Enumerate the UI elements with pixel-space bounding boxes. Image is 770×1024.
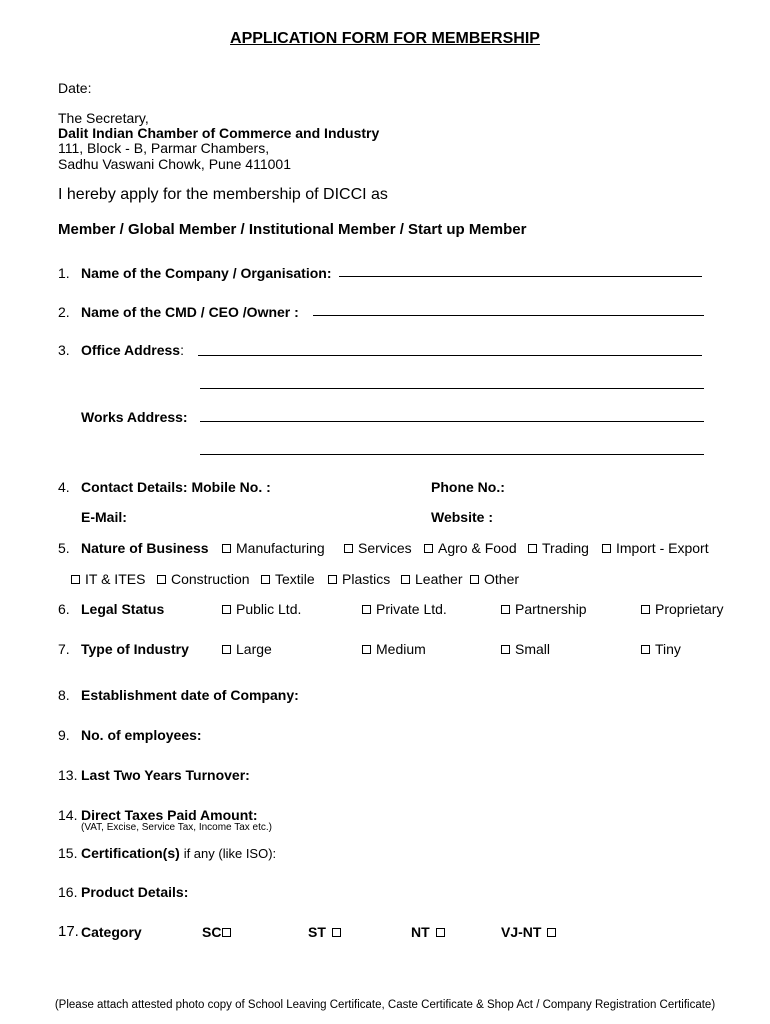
option-textile[interactable] xyxy=(261,571,315,587)
option-label: VJ-NT xyxy=(501,924,542,940)
checkbox-icon[interactable] xyxy=(436,928,445,937)
office-address-field-1[interactable] xyxy=(198,355,702,356)
option-label: Textile xyxy=(275,571,315,587)
option-label: Other xyxy=(484,571,520,587)
checkbox-icon[interactable] xyxy=(362,605,371,614)
direct-taxes-label: Direct Taxes Paid Amount: xyxy=(81,807,258,823)
option-vj-nt[interactable] xyxy=(501,924,556,940)
checkbox-icon[interactable] xyxy=(602,544,611,553)
option-label: Private Ltd. xyxy=(376,601,447,617)
employees-label: No. of employees: xyxy=(81,727,202,743)
option-trading[interactable] xyxy=(528,540,589,556)
checkbox-icon[interactable] xyxy=(71,575,80,584)
option-other[interactable] xyxy=(470,571,519,587)
item-1-number: 1. xyxy=(58,265,70,281)
option-label: SC xyxy=(202,924,222,940)
option-label: NT xyxy=(411,924,430,940)
website-label: Website : xyxy=(431,509,493,525)
option-partnership[interactable] xyxy=(501,601,587,617)
address-line-2: Dalit Indian Chamber of Commerce and Industry xyxy=(58,125,380,141)
checkbox-icon[interactable] xyxy=(528,544,537,553)
checkbox-icon[interactable] xyxy=(641,605,650,614)
checkbox-icon[interactable] xyxy=(547,928,556,937)
option-label: ST xyxy=(308,924,326,940)
option-nt[interactable] xyxy=(411,924,445,940)
option-st[interactable] xyxy=(308,924,341,940)
cmd-name-field[interactable] xyxy=(313,315,704,316)
item-8-number: 8. xyxy=(58,687,70,703)
option-label: Small xyxy=(515,641,551,657)
option-large[interactable] xyxy=(222,641,272,657)
item-6-number: 6. xyxy=(58,601,70,617)
company-name-label: Name of the Company / Organisation: xyxy=(81,265,332,281)
checkbox-icon[interactable] xyxy=(344,544,353,553)
checkbox-icon[interactable] xyxy=(401,575,410,584)
address-line-1: The Secretary, xyxy=(58,110,149,126)
option-private-ltd[interactable] xyxy=(362,601,447,617)
membership-types: Member / Global Member / Institutional Member / Start up Member xyxy=(58,221,527,238)
item-4-number: 4. xyxy=(58,479,70,495)
company-name-field[interactable] xyxy=(339,276,702,277)
option-label: Manufacturing xyxy=(236,540,325,556)
office-address-colon: : xyxy=(180,342,184,358)
item-9-number: 9. xyxy=(58,727,70,743)
nature-of-business-label: Nature of Business xyxy=(81,540,209,556)
checkbox-icon[interactable] xyxy=(362,645,371,654)
email-label: E-Mail: xyxy=(81,509,127,525)
option-label: Agro & Food xyxy=(438,540,517,556)
page-title: APPLICATION FORM FOR MEMBERSHIP xyxy=(230,30,540,47)
option-import-export[interactable] xyxy=(602,540,709,556)
checkbox-icon[interactable] xyxy=(641,645,650,654)
checkbox-icon[interactable] xyxy=(424,544,433,553)
checkbox-icon[interactable] xyxy=(261,575,270,584)
option-label: Plastics xyxy=(342,571,391,587)
address-line-4: Sadhu Vaswani Chowk, Pune 411001 xyxy=(58,156,291,172)
footer-note: (Please attach attested photo copy of School Leaving Certificate, Caste Certificate & Shop Act / Company Registration Certificate) xyxy=(54,999,716,1011)
option-label: IT & ITES xyxy=(85,571,146,587)
option-sc[interactable] xyxy=(202,924,231,940)
works-address-label: Works Address: xyxy=(81,409,188,425)
option-label: Public Ltd. xyxy=(236,601,302,617)
cmd-name-label: Name of the CMD / CEO /Owner : xyxy=(81,304,299,320)
item-7-number: 7. xyxy=(58,641,70,657)
option-medium[interactable] xyxy=(362,641,426,657)
certification-text: Certification(s) xyxy=(81,845,180,861)
works-address-field-2[interactable] xyxy=(200,454,704,455)
item-16-number: 16. xyxy=(58,884,78,900)
option-agro-food[interactable] xyxy=(424,540,517,556)
item-14-number: 14. xyxy=(58,807,78,823)
address-line-3: 111, Block - B, Parmar Chambers, xyxy=(58,140,270,156)
checkbox-icon[interactable] xyxy=(470,575,479,584)
category-label: Category xyxy=(81,924,142,940)
checkbox-icon[interactable] xyxy=(222,605,231,614)
checkbox-icon[interactable] xyxy=(332,928,341,937)
checkbox-icon[interactable] xyxy=(222,928,231,937)
option-label: Large xyxy=(236,641,272,657)
option-proprietary[interactable] xyxy=(641,601,723,617)
office-address-field-2[interactable] xyxy=(200,388,704,389)
checkbox-icon[interactable] xyxy=(222,645,231,654)
checkbox-icon[interactable] xyxy=(328,575,337,584)
establishment-date-label: Establishment date of Company: xyxy=(81,687,299,703)
checkbox-icon[interactable] xyxy=(501,605,510,614)
item-17-number: 17. xyxy=(58,923,79,940)
item-5-number: 5. xyxy=(58,540,70,556)
option-label: Medium xyxy=(376,641,426,657)
product-details-label: Product Details: xyxy=(81,884,189,900)
option-label: Construction xyxy=(171,571,250,587)
item-3-number: 3. xyxy=(58,342,70,358)
apply-text: I hereby apply for the membership of DICCI as xyxy=(58,186,388,203)
option-label: Leather xyxy=(415,571,463,587)
legal-status-label: Legal Status xyxy=(81,601,165,617)
phone-label: Phone No.: xyxy=(431,479,505,495)
office-address-text: Office Address xyxy=(81,342,181,358)
certification-suffix: if any (like ISO): xyxy=(183,846,277,861)
type-of-industry-label: Type of Industry xyxy=(81,641,189,657)
option-label: Trading xyxy=(542,540,589,556)
checkbox-icon[interactable] xyxy=(501,645,510,654)
option-label: Import - Export xyxy=(616,540,709,556)
option-label: Proprietary xyxy=(655,601,724,617)
item-15-number: 15. xyxy=(58,845,78,861)
certification-label xyxy=(81,845,276,861)
option-public-ltd[interactable] xyxy=(222,601,301,617)
option-tiny[interactable] xyxy=(641,641,681,657)
date-label: Date: xyxy=(58,80,92,96)
option-services[interactable] xyxy=(344,540,412,556)
option-label: Tiny xyxy=(655,641,681,657)
option-plastics[interactable] xyxy=(328,571,390,587)
option-leather[interactable] xyxy=(401,571,462,587)
turnover-label: Last Two Years Turnover: xyxy=(81,767,250,783)
office-address-label xyxy=(81,342,184,358)
option-manufacturing[interactable] xyxy=(222,540,325,556)
works-address-field-1[interactable] xyxy=(200,421,704,422)
direct-taxes-note: (VAT, Excise, Service Tax, Income Tax etc.) xyxy=(81,822,272,833)
option-it-ites[interactable] xyxy=(71,571,145,587)
checkbox-icon[interactable] xyxy=(157,575,166,584)
mobile-label: Contact Details: Mobile No. : xyxy=(81,479,271,495)
option-small[interactable] xyxy=(501,641,550,657)
item-13-number: 13. xyxy=(58,767,78,783)
option-label: Partnership xyxy=(515,601,587,617)
option-construction[interactable] xyxy=(157,571,250,587)
item-2-number: 2. xyxy=(58,304,70,320)
option-label: Services xyxy=(358,540,412,556)
checkbox-icon[interactable] xyxy=(222,544,231,553)
